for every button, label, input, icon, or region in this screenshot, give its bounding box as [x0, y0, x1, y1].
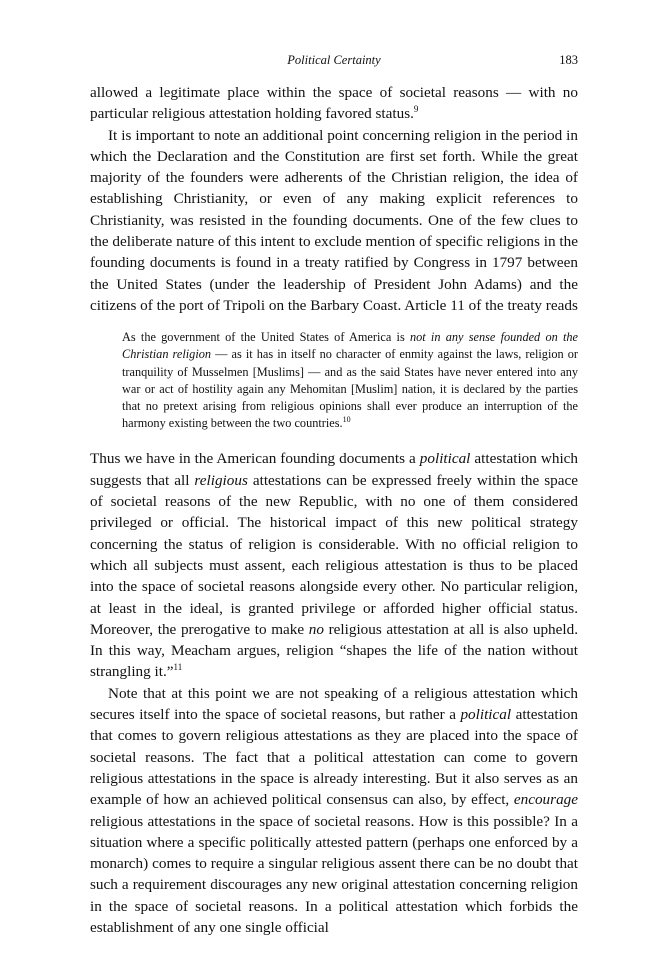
paragraph — [90, 683, 578, 939]
paragraph-text: attestation that comes to govern religious attestations as they are placed into the space of societal reasons. The fact that a political attestation can come to govern religious attestations in the space is already interesting. But it also serves as an example of how an achieved political consensus can also, by effect, — [90, 706, 578, 809]
paragraph-text: attestation which suggests that all — [90, 450, 578, 489]
emphasis: religious — [194, 471, 248, 489]
paragraph-text: It is important to note an additional point concerning religion in the period in which the Declaration and the Constitution are first set forth. While the great majority of the founders were adherents of the Christian religion, the idea of establishing Christianity, or even of any making explicit references to Christianity, was resisted in the founding documents. One of the few clues to the deliberate nature of this intent to exclude mention of specific religions in the founding documents is found in a treaty ratified by Congress in 1797 between the United States (under the leadership of President John Adams) and the citizens of the port of Tripoli on the Barbary Coast. Article 11 of the treaty reads — [90, 126, 578, 314]
quote-emphasis: not in any sense founded on the Christian religion — [122, 330, 578, 362]
emphasis: political — [460, 706, 512, 724]
paragraph-text: Thus we have in the American founding documents a — [90, 450, 420, 468]
paragraph-text: Note that at this point we are not speaking of a religious attestation which secures itself into the space of societal reasons, but rather a — [90, 684, 578, 724]
running-title: Political Certainty — [287, 53, 381, 67]
footnote-marker: 10 — [342, 415, 351, 425]
quote-text: — as it has in itself no character of enmity against the laws, religion or tranquility of Musselmen [Muslims] — and as the said States have never entered into any war or act of hostility again any Mehomitan [Muslim] nation, it is declared by the parties that no pretext arising from religious opinions shall ever produce an interruption of the harmony existing between the two countries. — [122, 347, 578, 431]
footnote-marker: 9 — [413, 104, 419, 115]
block-quote — [122, 329, 578, 432]
footnote-marker: 11 — [173, 662, 183, 673]
paragraph-text: allowed a legitimate place within the space of societal reasons — with no particular religious attestation holding favored status. — [90, 84, 578, 123]
body-text — [90, 82, 578, 938]
emphasis: encourage — [513, 791, 578, 809]
running-header — [90, 52, 578, 72]
paragraph-text: religious attestations in the space of societal reasons. How is this possible? In a situation where a specific politically attested pattern (perhaps one enforced by a monarch) comes to require a singular religious assent there can be no doubt that such a requirement discourages any new original attestation concerning religion in the space of societal reasons. In a political attestation which forbids the establishment of any one single official — [90, 812, 578, 937]
paragraph-text: religious attestation at all is also upheld. In this way, Meacham argues, religion “shapes the life of the nation without strangling it.” — [90, 620, 579, 681]
emphasis: no — [308, 620, 324, 638]
paragraph — [90, 125, 578, 317]
paragraph — [90, 448, 578, 682]
page-number: 183 — [559, 53, 578, 67]
paragraph-continued — [90, 82, 578, 125]
quote-text: As the government of the United States of America is — [122, 330, 410, 345]
emphasis: political — [419, 450, 471, 468]
paragraph-text: attestations can be expressed freely within the space of societal reasons of the new Republic, with no one of them considered privileged or official. The historical impact of this new political strategy concerning the status of religion is considerable. With no official religion to which all subjects must assent, each religious attestation is thus to be placed into the space of societal reasons alongside every other. No particular religion, at least in the ideal, is granted privilege or afforded higher official status. Moreover, the prerogative to make — [90, 471, 578, 638]
book-page — [90, 52, 578, 938]
